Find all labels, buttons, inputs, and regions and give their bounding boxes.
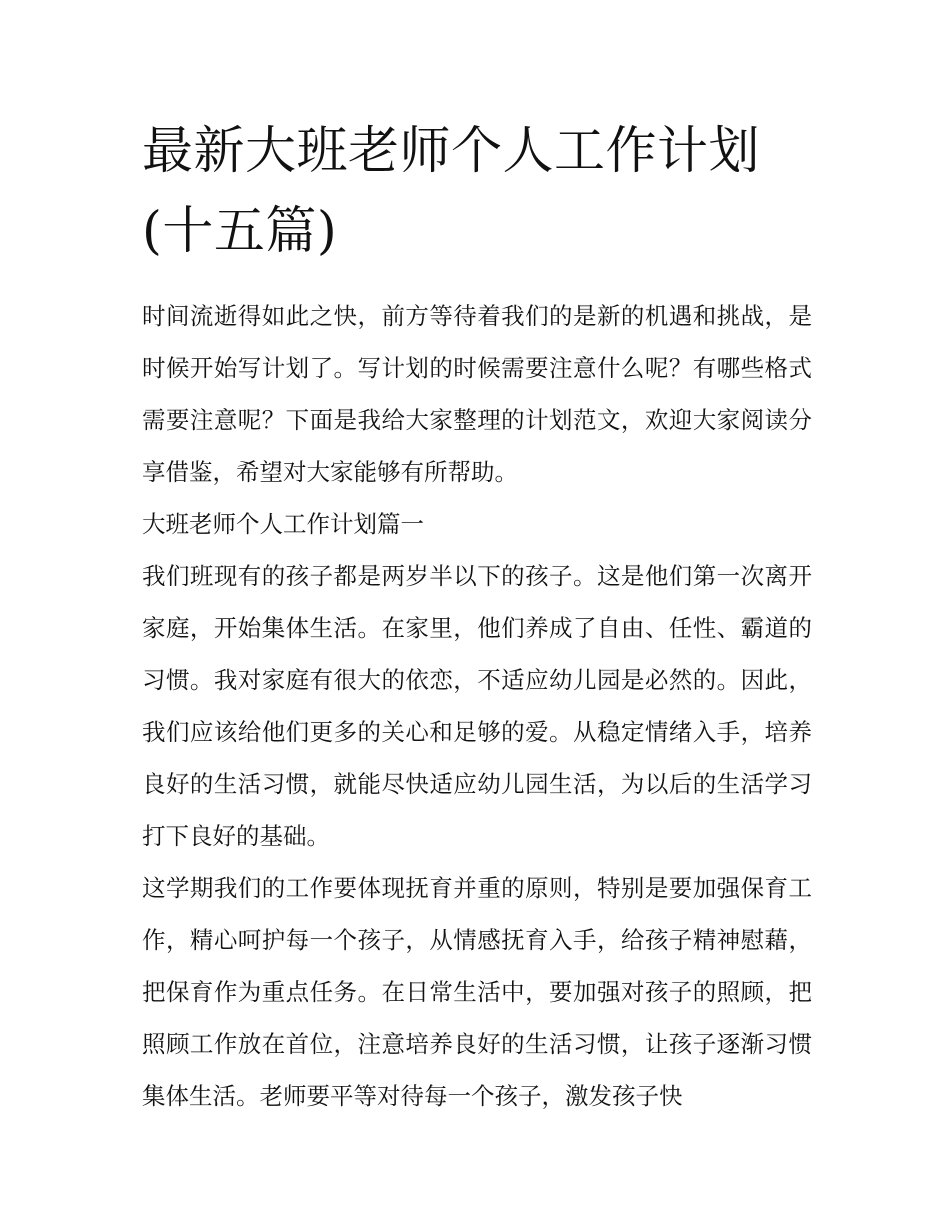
intro-paragraph: 时间流逝得如此之快，前方等待着我们的是新的机遇和挑战，是时候开始写计划了。写计划的时候需要注意什么呢？有哪些格式需要注意呢？下面是我给大家整理的计划范文，欢迎大家阅读分享借鉴，希望对大家能够有所帮助。 (142, 302, 812, 486)
body-paragraph-1: 我们班现有的孩子都是两岁半以下的孩子。这是他们第一次离开家庭，开始集体生活。在家里，他们养成了自由、任性、霸道的习惯。我对家庭有很大的依恋，不适应幼儿园是必然的。因此，我们应该给他们更多的关心和足够的爱。从稳定情绪入手，培养良好的生活习惯，就能尽快适应幼儿园生活，为以后的生活学习打下良好的基础。 (142, 562, 812, 850)
document-page (142, 112, 812, 1122)
body-paragraph-2: 这学期我们的工作要体现抚育并重的原则，特别是要加强保育工作，精心呵护每一个孩子，从情感抚育入手，给孩子精神慰藉，把保育作为重点任务。在日常生活中，要加强对孩子的照顾，把照顾工作放在首位，注意培养良好的生活习惯，让孩子逐渐习惯集体生活。老师要平等对待每一个孩子，激发孩子快 (142, 874, 812, 1110)
section-heading: 大班老师个人工作计划篇一 (142, 510, 424, 538)
document-title: 最新大班老师个人工作计划(十五篇) (142, 122, 761, 261)
